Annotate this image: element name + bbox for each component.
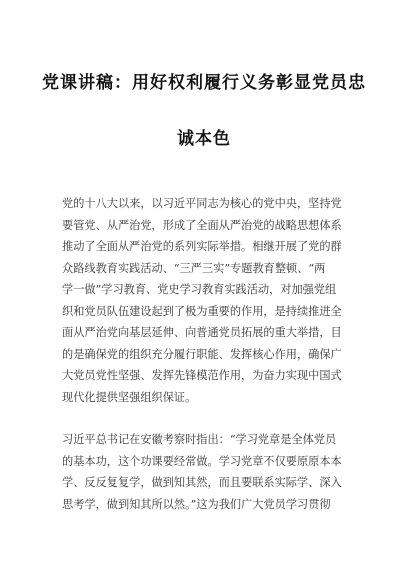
paragraph-line: 大党员党性坚强、发挥先锋模范作用，为奋力实现中国式	[62, 369, 342, 382]
paragraph-line: 面从严治党向基层延伸、向普通党员拓展的重大举措，目	[62, 326, 342, 339]
paragraph-line: 学、反反复复学，做到知其然，而且要联系实际学、深入	[62, 476, 342, 489]
paragraph-line: 习近平总书记在安徽考察时指出：“学习党章是全体党员	[62, 433, 337, 446]
paragraph-line: 推动了全面从严治党的系列实际举措。相继开展了党的群	[62, 240, 342, 253]
paragraph-line: 众路线教育实践活动、“三严三实”专题教育整顿、“两	[62, 261, 326, 275]
paragraph-line: 的基本功，这个功课要经常做。学习党章不仅要原原本本	[62, 454, 342, 468]
body-paragraph-1	[62, 193, 352, 408]
paragraph-line: 织和党员队伍建设起到了极为重要的作用，是持续推进全	[62, 304, 342, 318]
document-title-line-2: 诚本色	[177, 129, 231, 149]
paragraph-line: 学一做”学习教育、党史学习教育实践活动，对加强党组	[62, 283, 337, 296]
paragraph-line: 要管党、从严治党，形成了全面从严治党的战略思想体系	[62, 218, 342, 232]
paragraph-line: 党的十八大以来，以习近平同志为核心的党中央，坚持党	[62, 197, 342, 210]
body-paragraph-2	[62, 429, 352, 515]
paragraph-line: 思考学，做到知其所以然。”这为我们广大党员学习贯彻	[62, 497, 331, 511]
paragraph-line: 现代化提供坚强组织保证。	[62, 390, 197, 404]
paragraph-line: 的是确保党的组织充分履行职能、发挥核心作用，确保广	[62, 347, 342, 361]
document-title-line-1: 党课讲稿：用好权利履行义务彰显党员忠	[42, 73, 366, 93]
